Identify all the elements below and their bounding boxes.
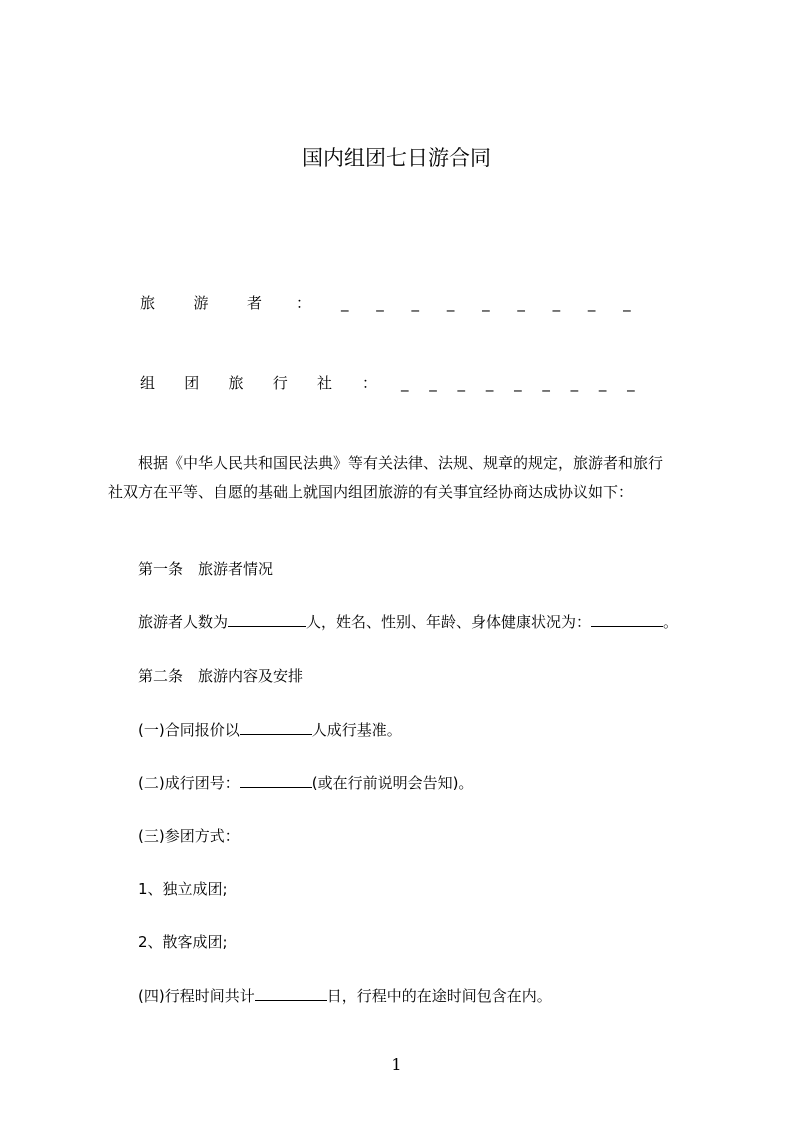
traveler-count-prefix: 旅游者人数为 — [138, 613, 229, 631]
agency-label — [140, 372, 332, 393]
traveler-info-text: 人，姓名、性别、年龄、身体健康状况为： — [306, 613, 592, 631]
agency-party-line — [140, 372, 635, 393]
agency-label-char: 社 — [316, 374, 332, 392]
agency-label-char: 组 — [140, 374, 156, 392]
item-2-prefix: (二)成行团号： — [138, 774, 240, 792]
intro-line-1: 根据《中华人民共和国民法典》等有关法律、法规、规章的规定，旅游者和旅行 — [138, 454, 664, 472]
traveler-label-char: 游 — [193, 294, 209, 312]
traveler-count-blank[interactable] — [228, 625, 306, 627]
traveler-party-line — [140, 292, 631, 313]
item-4-suffix: 日，行程中的在途时间包含在内。 — [326, 987, 552, 1005]
agency-label-char: 团 — [184, 374, 200, 392]
item-4-prefix: (四)行程时间共计 — [138, 987, 255, 1005]
period: 。 — [663, 613, 679, 631]
item-1-prefix: (一)合同报价以 — [138, 721, 240, 739]
item-1-suffix: 人成行基准。 — [311, 721, 402, 739]
article-1-traveler-count — [138, 611, 678, 632]
option-independent-group: 1、独立成团; — [138, 880, 228, 898]
article-2-item-4 — [138, 985, 552, 1006]
option-scattered-group: 2、散客成团; — [138, 933, 228, 951]
agency-colon: ： — [362, 374, 378, 392]
quote-basis-blank[interactable] — [240, 733, 312, 735]
traveler-label-char: 旅 — [140, 294, 156, 312]
article-2-heading: 第二条 旅游内容及安排 — [138, 667, 304, 685]
intro-line-2: 社双方在平等、自愿的基础上就国内组团旅游的有关事宜经协商达成协议如下： — [108, 483, 634, 501]
article-2-item-1 — [138, 719, 402, 740]
traveler-label — [140, 292, 262, 313]
agency-label-char: 行 — [272, 374, 288, 392]
traveler-label-char: 者 — [246, 294, 262, 312]
traveler-info-blank[interactable] — [591, 625, 663, 627]
agency-name-blank[interactable]: _ _ _ _ _ _ _ _ _ — [401, 374, 635, 392]
item-2-suffix: (或在行前说明会告知)。 — [311, 774, 474, 792]
document-title: 国内组团七日游合同 — [302, 146, 491, 170]
page-number: 1 — [391, 1055, 402, 1074]
article-2-item-3: (三)参团方式： — [138, 827, 240, 845]
traveler-colon: ： — [296, 294, 312, 312]
group-number-blank[interactable] — [240, 786, 312, 788]
agency-label-char: 旅 — [228, 374, 244, 392]
trip-days-blank[interactable] — [255, 999, 327, 1001]
article-2-item-2 — [138, 772, 473, 793]
article-1-heading: 第一条 旅游者情况 — [138, 560, 274, 578]
traveler-name-blank[interactable]: _ _ _ _ _ _ _ _ _ — [341, 294, 631, 312]
